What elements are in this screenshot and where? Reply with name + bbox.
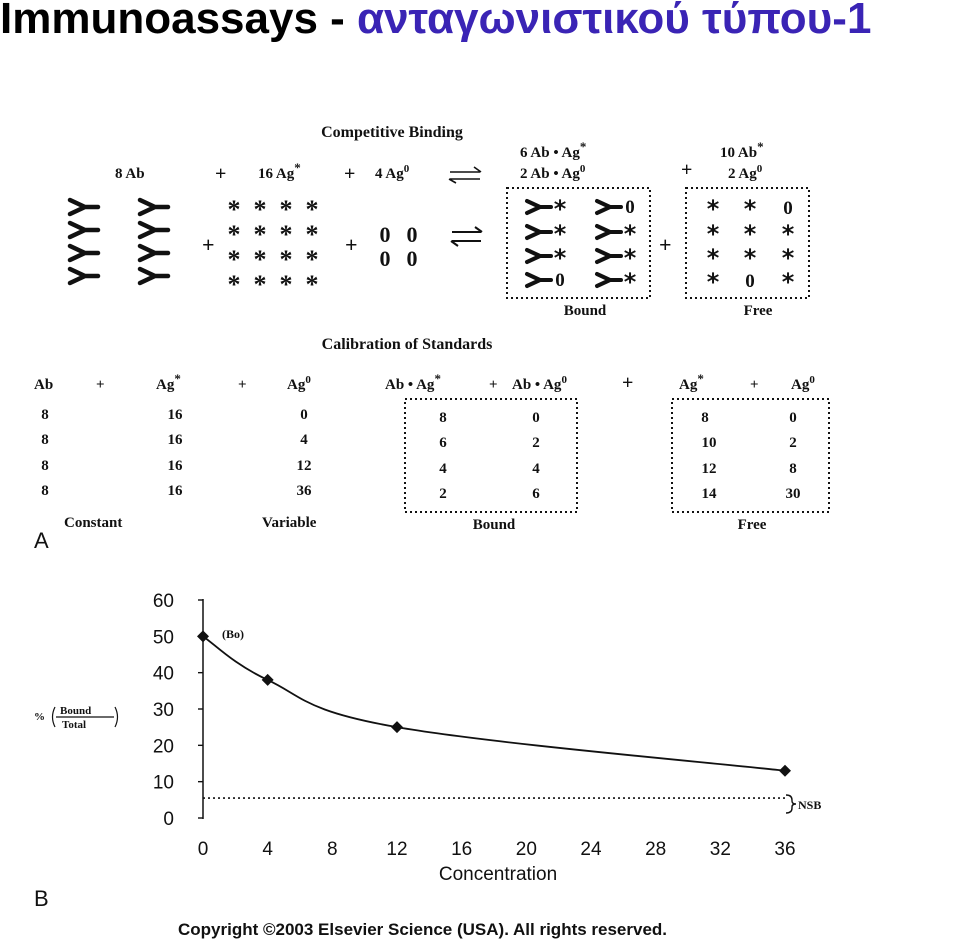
x-tick-label: 20: [515, 839, 537, 860]
eq-bound-1-sup: *: [579, 139, 587, 154]
antibody-icon: [597, 201, 621, 213]
cell-free-zero: 30: [785, 486, 801, 502]
ylabel-bracket-left: [53, 707, 56, 727]
unlabelled-antigen-icon: 0: [406, 222, 418, 247]
chart-y-axis-label: [34, 705, 118, 731]
y-tick-label: 0: [163, 809, 174, 830]
header-bound-a: [385, 371, 441, 393]
x-tick-label: 24: [580, 839, 602, 860]
free-antigens: [707, 195, 795, 296]
labelled-antigen-icon: *: [305, 195, 319, 224]
header-free-b-sup: 0: [809, 374, 815, 386]
cell-ag-zero: 4: [300, 432, 308, 448]
calibration-heading: Calibration of Standards: [321, 336, 493, 353]
data-point: [391, 721, 403, 733]
labelled-antigen-icon: *: [706, 244, 720, 272]
competitive-binding-section: [70, 124, 809, 319]
diagram-equilibrium-arrows: [451, 227, 482, 246]
cell-ab: 8: [41, 407, 49, 423]
table-row: [41, 458, 797, 477]
eq-ag-star-sup: *: [294, 160, 301, 175]
x-tick-label: 12: [386, 839, 408, 860]
header-ag-zero-sup: 0: [305, 374, 311, 386]
cell-bound-star: 6: [439, 435, 447, 451]
antibody-group: [70, 200, 168, 283]
b0-annotation: (Bo): [222, 627, 244, 641]
free-label: Free: [743, 303, 773, 319]
unlabelled-antigen-icon: 0: [555, 270, 565, 291]
cell-free-zero: 8: [789, 461, 797, 477]
variable-label: Variable: [262, 515, 317, 531]
competitive-heading: Competitive Binding: [321, 124, 463, 141]
unlabelled-antigen-icon: 0: [379, 222, 391, 247]
cell-free-zero: 0: [789, 410, 797, 426]
x-tick-label: 4: [262, 839, 273, 860]
labelled-antigen-icon: *: [227, 270, 241, 299]
labelled-antigen-icon: *: [227, 195, 241, 224]
antibody-icon: [70, 200, 98, 214]
cell-free-zero: 2: [789, 435, 797, 451]
header-plus: +: [489, 377, 498, 393]
eq-ag-zero-text: 4 Ag: [375, 166, 404, 182]
labelled-antigen-icon: *: [623, 244, 637, 272]
labelled-antigen-icon: *: [743, 220, 757, 248]
cell-ag-zero: 0: [300, 407, 308, 423]
data-points: [197, 630, 791, 776]
x-tick-label: 36: [774, 839, 796, 860]
cell-ag-star: 16: [167, 483, 183, 499]
labelled-antigen-icon: *: [279, 245, 293, 274]
labelled-antigen-icon: *: [227, 220, 241, 249]
labelled-antigen-icon: *: [706, 268, 720, 296]
ylabel-prefix: %: [34, 711, 45, 723]
labelled-antigen-icon: *: [553, 195, 567, 223]
copyright: Copyright ©2003 Elsevier Science (USA). All rights reserved.: [178, 920, 668, 939]
cell-bound-zero: 4: [532, 461, 540, 477]
eq-ag-star: [258, 160, 301, 182]
cell-bound-zero: 2: [532, 435, 540, 451]
eq-bound-1-text: 6 Ab • Ag: [520, 145, 580, 161]
antibody-icon: [70, 246, 98, 260]
panel-label-a: A: [34, 528, 49, 553]
header-free-a: [679, 371, 704, 393]
unlabelled-antigen-icon: 0: [379, 246, 391, 271]
labelled-antigen-icon: *: [305, 220, 319, 249]
header-free-a-text: Ag: [679, 377, 698, 393]
eq-plus-3: +: [681, 159, 693, 181]
table-row: [41, 407, 797, 426]
cell-ab: 8: [41, 432, 49, 448]
header-ag-star-text: Ag: [156, 377, 175, 393]
labelled-antigen-icon: *: [553, 244, 567, 272]
cell-bound-star: 4: [439, 461, 447, 477]
antibody-icon: [597, 274, 621, 286]
header-bound-a-sup: *: [434, 371, 441, 386]
header-ab: Ab: [34, 377, 54, 393]
bound-antibody-row: [527, 201, 621, 286]
header-bound-b-sup: 0: [561, 374, 567, 386]
header-ag-star-sup: *: [174, 371, 181, 386]
antibody-icon: [140, 223, 168, 237]
chart-y-ticks: [153, 591, 203, 830]
header-bound-b: [512, 374, 567, 393]
cell-ag-star: 16: [167, 407, 183, 423]
calibration-free-box: [672, 399, 829, 512]
y-tick-label: 40: [152, 663, 174, 685]
antibody-icon: [140, 200, 168, 214]
cell-free-star: 14: [701, 486, 717, 502]
cell-bound-zero: 0: [532, 410, 540, 426]
unlabelled-antigen-icon: 0: [406, 246, 418, 271]
header-ag-zero-text: Ag: [287, 377, 306, 393]
y-tick-label: 10: [152, 772, 174, 794]
x-tick-label: 0: [197, 839, 209, 860]
competitive-equation: [115, 139, 764, 185]
table-row: [41, 483, 800, 502]
labelled-antigen-icon: *: [253, 220, 267, 249]
diagram-plus-3: +: [659, 232, 672, 257]
header-free-b: [791, 374, 815, 393]
cell-ab: 8: [41, 458, 49, 474]
header-free-b-text: Ag: [791, 377, 810, 393]
unlabelled-antigen-grid: [380, 222, 418, 271]
cell-ag-zero: 12: [296, 458, 312, 474]
antibody-icon: [140, 246, 168, 260]
nsb-label: NSB: [798, 798, 822, 812]
calibration-free-label: Free: [737, 517, 767, 533]
labelled-antigen-icon: *: [553, 220, 567, 248]
labelled-antigen-icon: *: [706, 195, 720, 223]
diagram-plus-1: +: [202, 232, 215, 257]
eq-plus-1: +: [215, 163, 227, 185]
panel-label-b: B: [34, 886, 49, 911]
labelled-antigen-icon: *: [305, 270, 319, 299]
cell-free-star: 8: [701, 410, 709, 426]
cell-bound-star: 8: [439, 410, 447, 426]
eq-free-1-text: 10 Ab: [720, 145, 758, 161]
nsb-bracket: [786, 795, 796, 813]
bound-antigens: [554, 195, 637, 296]
x-tick-label: 16: [451, 839, 473, 860]
antibody-icon: [70, 269, 98, 283]
chart-b: [34, 591, 821, 911]
antibody-icon: [527, 274, 551, 286]
antibody-icon: [527, 201, 551, 213]
header-bound-b-text: Ab • Ag: [512, 377, 562, 393]
y-tick-label: 50: [152, 627, 174, 649]
unlabelled-antigen-icon: 0: [625, 197, 635, 218]
cell-bound-star: 2: [439, 486, 447, 502]
y-tick-label: 20: [152, 736, 174, 758]
binding-curve: [203, 636, 785, 770]
header-bound-a-text: Ab • Ag: [385, 377, 435, 393]
eq-free-2-sup: 0: [756, 163, 763, 175]
labelled-antigen-icon: *: [781, 220, 795, 248]
title-greek: ανταγωνιστικού τύπου-1: [357, 0, 872, 43]
cell-ab: 8: [41, 483, 49, 499]
eq-free-2-text: 2 Ag: [728, 166, 757, 182]
eq-equilibrium-arrows: [449, 167, 481, 183]
eq-ag-zero: [375, 163, 410, 182]
bound-label: Bound: [563, 303, 607, 319]
eq-ab: 8 Ab: [115, 166, 145, 182]
y-tick-label: 30: [152, 700, 174, 721]
antibody-icon: [70, 223, 98, 237]
x-axis-label: Concentration: [438, 864, 558, 885]
labelled-antigen-icon: *: [781, 268, 795, 296]
cell-ag-zero: 36: [296, 483, 312, 499]
diagram-plus-2: +: [345, 232, 358, 257]
labelled-antigen-grid: [228, 195, 319, 299]
antibody-icon: [140, 269, 168, 283]
calibration-header-row: [34, 371, 815, 394]
header-plus: +: [622, 372, 634, 394]
ylabel-total: Total: [62, 719, 87, 731]
labelled-antigen-icon: *: [279, 270, 293, 299]
calibration-section: [34, 336, 829, 553]
labelled-antigen-icon: *: [253, 270, 267, 299]
antibody-icon: [597, 226, 621, 238]
x-tick-label: 32: [709, 839, 731, 860]
labelled-antigen-icon: *: [743, 244, 757, 272]
y-tick-label: 60: [152, 591, 174, 612]
labelled-antigen-icon: *: [623, 220, 637, 248]
constant-label: Constant: [64, 515, 123, 531]
unlabelled-antigen-icon: 0: [745, 271, 755, 292]
bound-complexes: [527, 195, 637, 296]
labelled-antigen-icon: *: [623, 268, 637, 296]
calibration-bound-label: Bound: [472, 517, 516, 533]
labelled-antigen-icon: *: [253, 195, 267, 224]
labelled-antigen-icon: *: [781, 244, 795, 272]
header-plus: +: [238, 377, 247, 393]
data-point: [262, 674, 274, 686]
table-row: [41, 432, 797, 451]
data-point: [779, 765, 791, 777]
chart-x-ticks: [198, 839, 796, 860]
eq-plus-2: +: [344, 163, 356, 185]
eq-ag-star-text: 16 Ag: [258, 166, 295, 182]
labelled-antigen-icon: *: [253, 245, 267, 274]
x-tick-label: 28: [645, 839, 667, 860]
cell-bound-zero: 6: [532, 486, 540, 502]
labelled-antigen-icon: *: [706, 220, 720, 248]
cell-free-star: 10: [701, 435, 717, 451]
eq-bound-2-text: 2 Ab • Ag: [520, 166, 580, 182]
labelled-antigen-icon: *: [279, 220, 293, 249]
antibody-icon: [527, 250, 551, 262]
antibody-icon: [597, 250, 621, 262]
header-ag-zero: [287, 374, 311, 393]
ylabel-bound: Bound: [60, 705, 92, 717]
unlabelled-antigen-icon: 0: [783, 198, 793, 219]
cell-free-star: 12: [701, 461, 717, 477]
labelled-antigen-icon: *: [305, 245, 319, 274]
calibration-bound-box: [405, 399, 577, 512]
calibration-footer: [64, 515, 767, 533]
header-ag-star: [156, 371, 181, 393]
eq-bound-2: [520, 163, 586, 182]
header-plus: +: [750, 377, 759, 393]
labelled-antigen-icon: *: [743, 195, 757, 223]
antibody-icon: [527, 226, 551, 238]
eq-ag-zero-sup: 0: [403, 163, 410, 175]
x-tick-label: 8: [327, 839, 338, 860]
header-plus: +: [96, 377, 105, 393]
eq-bound-2-sup: 0: [579, 163, 586, 175]
header-free-a-sup: *: [697, 371, 704, 386]
labelled-antigen-icon: *: [279, 195, 293, 224]
labelled-antigen-icon: *: [227, 245, 241, 274]
cell-ag-star: 16: [167, 432, 183, 448]
eq-free-1-sup: *: [757, 139, 764, 154]
eq-free-1: [720, 139, 764, 161]
eq-free-2: [728, 163, 763, 182]
calibration-table: [41, 407, 800, 502]
ylabel-bracket-right: [115, 707, 118, 727]
cell-ag-star: 16: [167, 458, 183, 474]
eq-bound-1: [520, 139, 586, 161]
title-prefix: Immunoassays -: [0, 0, 358, 43]
